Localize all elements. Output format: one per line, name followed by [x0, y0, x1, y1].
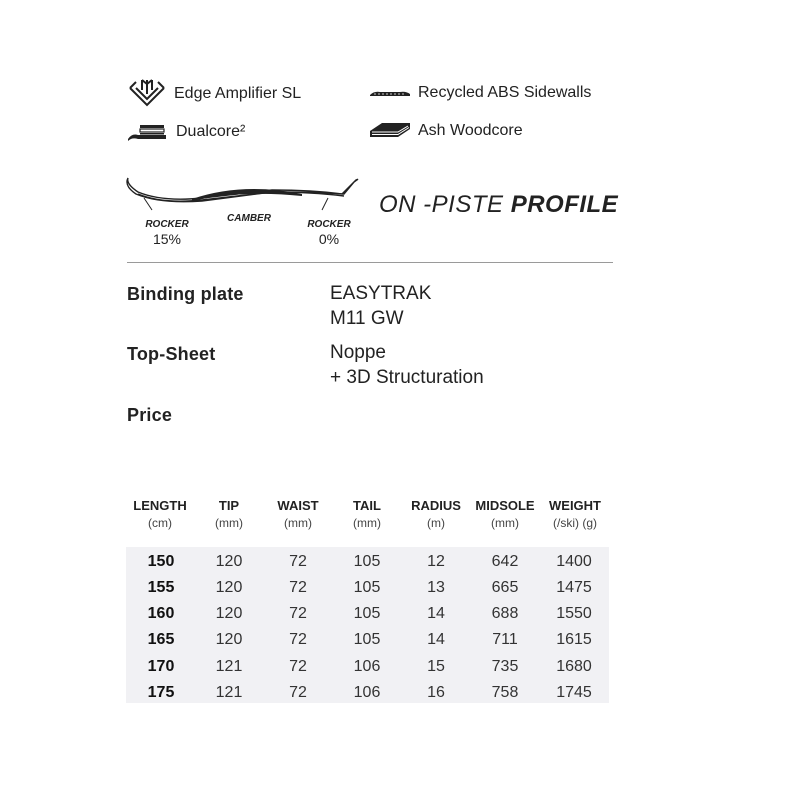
header-name: WEIGHT: [549, 498, 601, 513]
cell-tip: 120: [215, 579, 243, 596]
cell-waist: 72: [289, 579, 307, 596]
header-name: RADIUS: [411, 498, 461, 513]
column-header-midsole: [467, 498, 543, 530]
column-header-weight: [537, 498, 613, 530]
cell-tip: 120: [215, 605, 243, 622]
cell-weight: 1680: [556, 658, 592, 675]
cell-tail: 105: [353, 631, 381, 648]
cell-waist: 72: [289, 631, 307, 648]
cell-tail: 106: [353, 684, 381, 701]
header-unit: (cm): [148, 516, 172, 530]
header-unit: (m): [427, 516, 445, 530]
spec-value-binding-plate: [330, 281, 431, 331]
cell-weight: 1550: [556, 605, 592, 622]
table-row: [126, 627, 609, 653]
woodcore-icon: [368, 119, 412, 143]
cell-length: 165: [147, 631, 175, 648]
cell-length: 155: [147, 579, 175, 596]
header-name: MIDSOLE: [475, 498, 535, 513]
profile-title-bold: PROFILE: [510, 191, 619, 218]
divider: [127, 262, 613, 263]
feature-label: Dualcore²: [176, 123, 246, 140]
feature-label: Ash Woodcore: [418, 122, 523, 139]
spec-value-top-sheet: [330, 340, 484, 390]
cell-length: 150: [147, 553, 175, 570]
header-name: TAIL: [353, 498, 381, 513]
header-name: TIP: [218, 498, 240, 513]
cell-length: 160: [147, 605, 175, 622]
header-unit: (mm): [353, 516, 381, 530]
cell-waist: 72: [289, 658, 307, 675]
cell-midsole: 735: [491, 658, 519, 675]
cell-weight: 1615: [556, 631, 592, 648]
spec-value-line: M11 GW: [330, 308, 404, 329]
spec-label-binding-plate: Binding plate: [127, 284, 244, 304]
cell-waist: 72: [289, 605, 307, 622]
cell-midsole: 711: [492, 631, 518, 648]
cell-tail: 105: [353, 605, 381, 622]
cell-midsole: 758: [491, 684, 519, 701]
cell-tip: 120: [215, 553, 243, 570]
cell-tip: 120: [215, 631, 243, 648]
column-header-tail: [329, 498, 405, 530]
cell-radius: 14: [427, 605, 445, 622]
cell-tail: 106: [353, 658, 381, 675]
header-unit: (/ski) (g): [553, 516, 597, 530]
sidewall-icon: [368, 82, 412, 104]
table-row: [126, 654, 609, 680]
cell-radius: 16: [427, 684, 445, 701]
table-row: [126, 601, 609, 627]
header-unit: (mm): [491, 516, 519, 530]
spec-value-line: + 3D Structuration: [330, 367, 484, 388]
cell-tail: 105: [353, 579, 381, 596]
cell-tip: 121: [215, 684, 243, 701]
rocker-tail-label: ROCKER: [307, 219, 351, 230]
cell-tail: 105: [353, 553, 381, 570]
table-row: [126, 680, 609, 706]
rocker-tip-label: ROCKER: [145, 219, 189, 230]
feature-edge-amplifier: [126, 78, 301, 110]
cell-length: 170: [147, 658, 175, 675]
edge-amplifier-icon: [126, 78, 168, 110]
cell-radius: 13: [427, 579, 445, 596]
feature-sidewalls: [368, 82, 591, 104]
rocker-tail-value: 0%: [318, 231, 340, 247]
spec-label-price: Price: [127, 405, 173, 425]
feature-label: Edge Amplifier SL: [174, 85, 302, 102]
cell-waist: 72: [289, 553, 307, 570]
spec-value-line: EASYTRAK: [330, 283, 432, 304]
cell-midsole: 665: [491, 579, 519, 596]
feature-dualcore: [126, 119, 245, 145]
cell-midsole: 688: [491, 605, 519, 622]
column-header-tip: [191, 498, 267, 530]
cell-weight: 1400: [556, 553, 592, 570]
cell-weight: 1745: [556, 684, 592, 701]
header-name: LENGTH: [133, 498, 187, 513]
rocker-tip-value: 15%: [152, 231, 182, 247]
cell-waist: 72: [289, 684, 307, 701]
header-unit: (mm): [284, 516, 312, 530]
spec-label-top-sheet: Top-Sheet: [127, 344, 216, 364]
column-header-waist: [260, 498, 336, 530]
dualcore-icon: [126, 119, 170, 145]
table-row: [126, 575, 609, 601]
feature-woodcore: [368, 119, 523, 143]
table-row: [126, 549, 609, 575]
cell-tip: 121: [215, 658, 243, 675]
feature-label: Recycled ABS Sidewalls: [418, 84, 592, 101]
column-header-radius: [398, 498, 474, 530]
profile-title-light: ON -PISTE: [379, 191, 511, 218]
camber-label: CAMBER: [227, 213, 271, 224]
cell-radius: 15: [427, 658, 445, 675]
header-name: WAIST: [277, 498, 319, 513]
header-unit: (mm): [215, 516, 243, 530]
cell-radius: 14: [427, 631, 445, 648]
column-header-length: [122, 498, 198, 530]
cell-length: 175: [147, 684, 175, 701]
cell-midsole: 642: [491, 553, 519, 570]
cell-weight: 1475: [556, 579, 592, 596]
spec-value-line: Noppe: [330, 342, 386, 363]
cell-radius: 12: [427, 553, 445, 570]
profile-title: [379, 191, 618, 219]
